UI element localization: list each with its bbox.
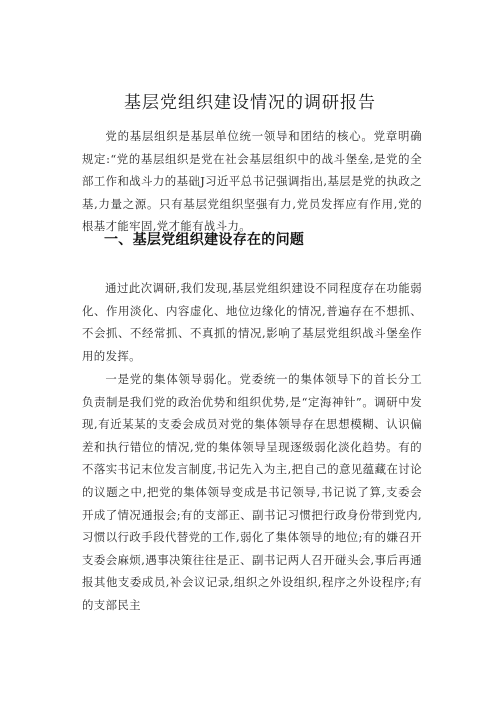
paragraph-intro-text: 党的基层组织是基层单位统一领导和团结的核心。党章明确规定:“党的基层组织是党在社会基层组织中的战斗堡垒,是党的全部工作和战斗力的基础J习近平总书记强调指出,基层是党的执政之基,力量之源。只有基层党组织坚强有力,党员发挥应有作用,党的根基才能牢固,党才能有战斗力。 [82, 129, 422, 234]
paragraph-intro [82, 125, 422, 238]
paragraph-findings-text: 通过此次调研,我们发现,基层党组织建设不同程度存在功能弱化、作用淡化、内容虚化、地位边缘化的情况,普遍存在不想抓、不会抓、不经常抓、不真抓的情况,影响了基层党组织战斗堡垒作用的发挥。 [82, 281, 422, 363]
paragraph-collective-leadership-text: 一是党的集体领导弱化。党委统一的集体领导下的首长分工负责制是我们党的政治优势和组织优势,是“定海神针”。调研中发现,有近某某的支委会成员对党的集体领导存在思想模糊、认识偏差和执行错位的情况,党的集体领导呈现逐级弱化淡化趋势。有的不落实书记末位发言制度,书记先入为主,把自己的意见蕴藏在讨论的议题之中,把党的集体领导变成是书记领导,书记说了算,支委会开成了情况通报会;有的支部正、副书记习惯把行政身份带到党内,习惯以行政手段代替党的工作,弱化了集体领导的地位;有的嫌召开支委会麻烦,遇事决策往往是正、副书记两人召开碰头会,事后再通报其他支委成员,补会议记录,组织之外设组织,程序之外设程序;有的支部民主 [82, 372, 422, 612]
paragraph-findings [82, 277, 422, 367]
paragraph-collective-leadership [82, 368, 422, 617]
document-title: 基层党组织建设情况的调研报告 [124, 93, 376, 113]
section-heading-problems: 一、基层党组织建设存在的问题 [104, 232, 305, 248]
